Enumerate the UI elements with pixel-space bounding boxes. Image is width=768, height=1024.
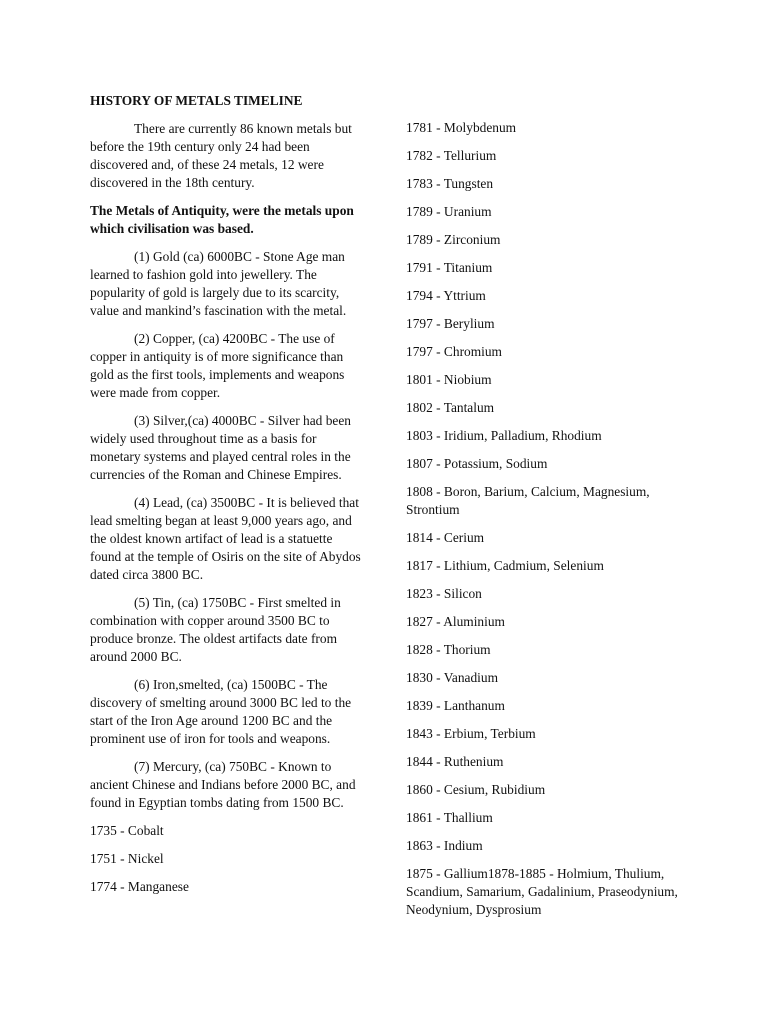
timeline-entry: 1844 - Ruthenium [406,754,504,769]
left-column [90,92,365,906]
antiquity-heading: The Metals of Antiquity, were the metals upon which civilisation was based. [90,203,354,236]
antiquity-metal-lead: (4) Lead, (ca) 3500BC - It is believed that lead smelting began at least 9,000 years ago, and the oldest known artifact of lead is a statuette found at the temple of Osiris on the site of Abydos dated circa 3800 BC. [90,495,361,582]
timeline-entry: 1794 - Yttrium [406,288,486,303]
timeline-entry: 1843 - Erbium, Terbium [406,726,536,741]
antiquity-metal-copper: (2) Copper, (ca) 4200BC - The use of copper in antiquity is of more significance than gold as the first tools, implements and weapons were made from copper. [90,331,345,400]
timeline-entry: 1783 - Tungsten [406,176,494,191]
timeline-entry: 1817 - Lithium, Cadmium, Selenium [406,558,604,573]
timeline-entry: 1827 - Aluminium [406,614,505,629]
antiquity-metal-silver: (3) Silver,(ca) 4000BC - Silver had been widely used throughout time as a basis for monetary systems and played central roles in the currencies of the Roman and Chinese Empires. [90,413,352,482]
timeline-entry: 1802 - Tantalum [406,400,495,415]
intro-paragraph: There are currently 86 known metals but before the 19th century only 24 had been discovered and, of these 24 metals, 12 were discovered in the 18th century. [90,121,352,190]
right-column [406,119,696,929]
timeline-entry: 1797 - Chromium [406,344,502,359]
timeline-entry: 1830 - Vanadium [406,670,498,685]
timeline-entry: 1814 - Cerium [406,530,485,545]
antiquity-metal-gold: (1) Gold (ca) 6000BC - Stone Age man learned to fashion gold into jewellery. The popularity of gold is largely due to its scarcity, value and mankind’s fascination with the metal. [90,249,347,318]
antiquity-metal-iron: (6) Iron,smelted, (ca) 1500BC - The discovery of smelting around 3000 BC led to the start of the Iron Age around 1200 BC and the prominent use of iron for tools and weapons. [90,677,352,746]
timeline-entry: 1791 - Titanium [406,260,493,275]
timeline-entry: 1782 - Tellurium [406,148,497,163]
timeline-entry: 1808 - Boron, Barium, Calcium, Magnesium, Strontium [406,484,650,517]
timeline-entry: 1789 - Zirconium [406,232,501,247]
timeline-entry: 1807 - Potassium, Sodium [406,456,548,471]
page-title: HISTORY OF METALS TIMELINE [90,93,303,108]
timeline-entry: 1828 - Thorium [406,642,491,657]
timeline-entry: 1735 - Cobalt [90,823,164,838]
timeline-entry: 1875 - Gallium1878-1885 - Holmium, Thulium, Scandium, Samarium, Gadalinium, Praseodynium, Neodynium, Dysprosium [406,866,678,917]
timeline-entry: 1781 - Molybdenum [406,120,517,135]
timeline-entry: 1860 - Cesium, Rubidium [406,782,546,797]
timeline-entry: 1861 - Thallium [406,810,493,825]
antiquity-metal-mercury: (7) Mercury, (ca) 750BC - Known to ancient Chinese and Indians before 2000 BC, and found in Egyptian tombs dating from 1500 BC. [90,759,356,810]
timeline-entry: 1789 - Uranium [406,204,492,219]
timeline-entry: 1863 - Indium [406,838,483,853]
timeline-entry: 1823 - Silicon [406,586,482,601]
timeline-entry: 1774 - Manganese [90,879,189,894]
timeline-entry: 1803 - Iridium, Palladium, Rhodium [406,428,602,443]
timeline-entry: 1801 - Niobium [406,372,492,387]
timeline-entry: 1839 - Lanthanum [406,698,505,713]
timeline-entry: 1797 - Berylium [406,316,495,331]
timeline-entry: 1751 - Nickel [90,851,164,866]
antiquity-metal-tin: (5) Tin, (ca) 1750BC - First smelted in combination with copper around 3500 BC to produce bronze. The oldest artifacts date from around 2000 BC. [90,595,341,664]
